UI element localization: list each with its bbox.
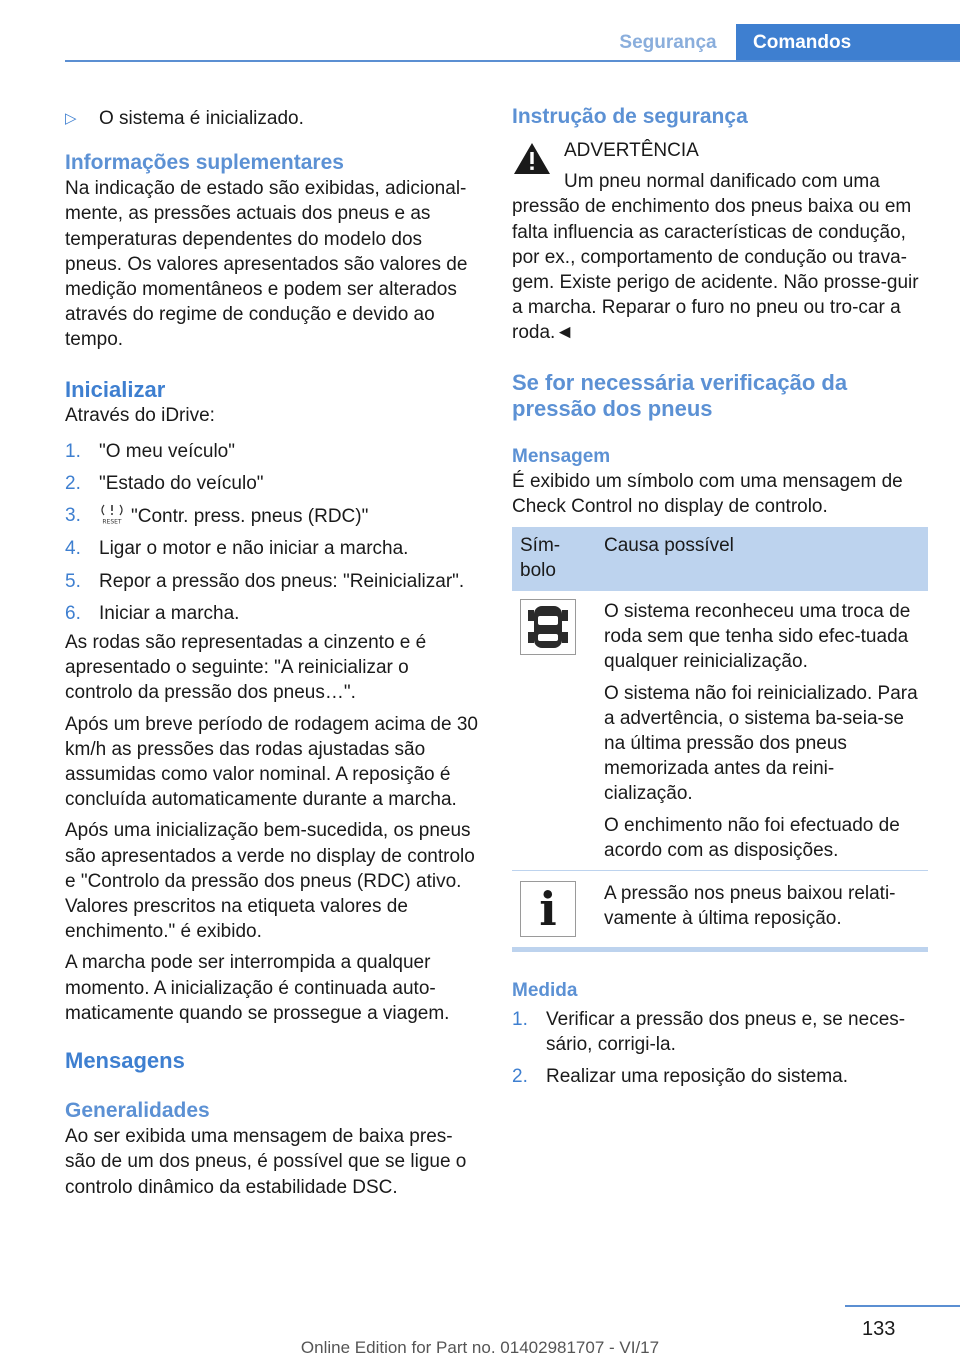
paragraph: Após um breve período de rodagem acima de 30 km/h as pressões das rodas ajustadas são assumidas como valor nominal. A reposição é concluída automaticamente durante a marcha. — [65, 713, 478, 811]
supplementary-heading: Informações suplementares — [65, 151, 344, 175]
table-bottom-rule — [512, 947, 928, 952]
cause-cell — [596, 591, 928, 871]
message-heading: Mensagem — [512, 445, 611, 467]
general-heading: Generalidades — [65, 1099, 210, 1123]
bullet-text: O sistema é inicializado. — [99, 108, 304, 129]
step-number: 6. — [65, 602, 81, 624]
table-row — [512, 871, 928, 945]
cause-text: O sistema não foi reinicializado. Para a advertência, o sistema ba-seia-se na última pressão dos pneus memorizada antes da reini-cialização. — [604, 682, 918, 805]
symbol-table — [512, 527, 928, 944]
cause-cell: A pressão nos pneus baixou relati-vamente à última reposição. — [604, 883, 896, 930]
step-number: 2. — [65, 473, 81, 495]
header-tab-safety[interactable]: Segurança — [619, 32, 717, 53]
step-text-with-icon — [99, 503, 480, 529]
step-text: "Contr. press. pneus (RDC)" — [131, 506, 369, 528]
step-text: Iniciar a marcha. — [99, 602, 240, 624]
triangle-bullet-icon: ▷ — [65, 110, 77, 127]
safety-heading: Instrução de segurança — [512, 105, 748, 128]
supplementary-text: Na indicação de estado são exibidas, adicional-mente, as pressões actuais dos pneus e as temperaturas dependentes do modelo dos pneus. Os valores apresentados são valores de medição momentâneos e podem ser alterados através do regime de condução e devido ao tempo. — [65, 178, 468, 351]
step-number: 3. — [65, 505, 81, 527]
right-column — [512, 100, 928, 1097]
step-text: Repor a pressão dos pneus: "Reinicializar". — [99, 570, 465, 592]
check-heading: Se for necessária verificação da pressão dos pneus — [512, 369, 848, 421]
list-item — [512, 1007, 928, 1057]
reset-icon-label: RESET — [102, 518, 122, 526]
info-glyph: i — [539, 882, 557, 937]
initialize-heading: Inicializar — [65, 376, 166, 402]
warning-label: ADVERTÊNCIA — [564, 140, 699, 161]
messages-heading: Mensagens — [65, 1048, 185, 1074]
step-text: "Estado do veículo" — [99, 473, 264, 495]
message-text: É exibido um símbolo com uma mensagem de Check Control no display de controlo. — [512, 470, 903, 517]
symbol-cell — [512, 871, 596, 945]
col-symbol-header: Sím-bolo — [512, 527, 596, 591]
warning-text: pressão de enchimento dos pneus baixa ou em falta influencia as características de condução, por ex., comportamento de condução ou trava-gem. Existe perigo de acidente. Não prosse-guir a marcha. Reparar o furo no pneu ou tro-car a roda.◄ — [512, 196, 919, 344]
list-item — [65, 503, 480, 529]
paragraph: A marcha pode ser interrompida a qualquer momento. A inicialização é continuada auto-maticamente quando se prossegue a viagem. — [65, 952, 450, 1024]
table-row — [512, 591, 928, 871]
step-number: 1. — [512, 1009, 528, 1031]
paragraph: Após uma inicialização bem-sucedida, os pneus são apresentados a verde no display de controlo e "Controlo da pressão dos pneus (RDC) ativo. Valores prescritos na etiqueta valores de enchimento." é exibido. — [65, 820, 475, 943]
table-header-row — [512, 527, 928, 591]
list-item — [65, 471, 480, 496]
step-number: 5. — [65, 570, 81, 592]
bullet-item — [65, 106, 480, 131]
footer-edition: Online Edition for Part no. 01402981707 - VI/17 — [300, 1338, 660, 1357]
warning-block — [512, 138, 928, 346]
measure-steps — [512, 1007, 928, 1090]
page-number: 133 — [862, 1318, 896, 1340]
warning-triangle-icon — [512, 140, 552, 176]
general-text: Ao ser exibida uma mensagem de baixa pres-são de um dos pneus, é possível que se ligue o controlo dinâmico da estabilidade DSC. — [65, 1126, 467, 1198]
list-item — [65, 569, 480, 594]
cause-text: O enchimento não foi efectuado de acordo com as disposições. — [604, 814, 900, 861]
list-item — [65, 439, 480, 464]
step-text: Verificar a pressão dos pneus e, se neces-sário, corrigi-la. — [546, 1009, 906, 1056]
left-column — [65, 100, 480, 1206]
symbol-cell — [512, 591, 596, 871]
list-item — [512, 1064, 928, 1089]
step-text: "O meu veículo" — [99, 440, 235, 462]
header-tab-controls[interactable]: Comandos — [736, 24, 960, 62]
step-number: 4. — [65, 538, 81, 560]
header-rule — [65, 60, 960, 62]
step-number: 2. — [512, 1066, 528, 1088]
cause-text: O sistema reconheceu uma troca de roda sem que tenha sido efec-tuada qualquer reinicialização. — [604, 601, 911, 673]
initialize-intro: Através do iDrive: — [65, 404, 215, 426]
warning-text-first: Um pneu normal danificado com uma — [564, 171, 880, 193]
info-icon — [520, 881, 576, 937]
tire-reset-icon — [99, 503, 125, 525]
car-tire-warning-icon — [520, 599, 576, 655]
col-cause-header: Causa possível — [596, 527, 928, 591]
step-text: Realizar uma reposição do sistema. — [546, 1066, 849, 1088]
list-item — [65, 536, 480, 561]
list-item — [65, 601, 480, 626]
step-number: 1. — [65, 440, 81, 462]
measure-heading: Medida — [512, 980, 578, 1002]
footer-rule — [845, 1305, 960, 1307]
initialize-steps — [65, 439, 480, 626]
paragraph: As rodas são representadas a cinzento e é apresentado o seguinte: "A reinicializar o controlo da pressão dos pneus…". — [65, 632, 427, 704]
step-text: Ligar o motor e não iniciar a marcha. — [99, 538, 409, 560]
